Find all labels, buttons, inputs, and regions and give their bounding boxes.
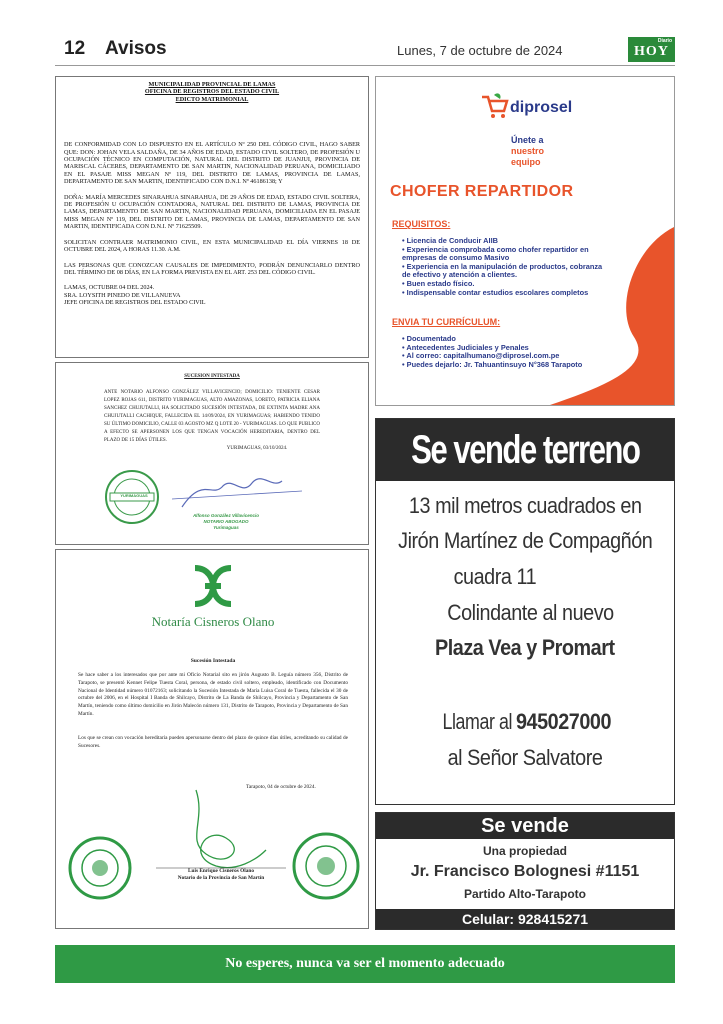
requirements-list bbox=[402, 237, 612, 297]
requirements-heading: REQUISITOS: bbox=[392, 219, 451, 229]
notaria-heading: Sucesión Intestada bbox=[190, 658, 236, 664]
requirement-item: • Licencia de Conducir AIIB bbox=[402, 237, 612, 246]
cv-item: • Documentado bbox=[402, 335, 622, 344]
notice-signature-line: SRA. LOYSITH PINEDO DE VILLANUEVA bbox=[64, 291, 181, 299]
notaria-signature-block bbox=[156, 868, 286, 882]
property-for-sale-ad bbox=[375, 812, 675, 930]
phone-number[interactable]: 945027000 bbox=[516, 709, 612, 734]
notary-name: Alfonso González Villavicencio bbox=[192, 513, 260, 518]
land-ad-phone-line bbox=[376, 709, 674, 735]
join-us-line-2: nuestro bbox=[511, 146, 545, 156]
handwritten-signature bbox=[196, 790, 266, 868]
notaria-name: Notaría Cisneros Olano bbox=[151, 614, 275, 629]
notary-name: Luis Enrique Cisneros Olano bbox=[188, 868, 254, 874]
notary-city: Yurimaguas bbox=[213, 525, 239, 530]
property-ad-title: Se vende bbox=[376, 813, 674, 839]
logo-small-text: Diario bbox=[657, 38, 672, 44]
notaria-seals-signature bbox=[56, 780, 370, 910]
notice-signature-line: JEFE OFICINA DE REGISTROS DEL ESTADO CIVIL bbox=[64, 299, 206, 307]
section-title: Avisos bbox=[105, 38, 167, 59]
join-us-line-3: equipo bbox=[511, 157, 541, 167]
notice-heading-3: EDICTO MATRIMONIAL bbox=[175, 95, 249, 103]
property-ad-line: Partido Alto-Tarapoto bbox=[464, 887, 586, 901]
newspaper-logo[interactable] bbox=[628, 37, 675, 62]
land-ad-banner bbox=[376, 419, 674, 481]
page-number: 12 bbox=[64, 38, 86, 59]
cart-logo-icon bbox=[480, 91, 510, 121]
diprosel-brand: diprosel bbox=[510, 99, 573, 116]
notary-title: Notario de la Provincia de San Martín bbox=[177, 875, 265, 881]
land-ad-line bbox=[376, 564, 674, 590]
property-ad-line: Una propiedad bbox=[482, 844, 567, 858]
land-ad-line-text: Colindante al nuevo bbox=[446, 600, 614, 625]
succession-notice-tarapoto bbox=[55, 549, 369, 929]
land-ad-title: Se vende terreno bbox=[410, 428, 640, 472]
diprosel-job-ad bbox=[375, 76, 675, 406]
land-ad-line-text: cuadra 11 bbox=[453, 564, 537, 589]
send-cv-heading: ENVIA TU CURRÍCULUM: bbox=[392, 317, 501, 327]
notaria-paragraph: Los que se crean con vocación hereditaria pueden apersonarse dentro del plazo de quince días útiles, acreditando su calidad de Sucesores. bbox=[78, 735, 348, 749]
issue-date: Lunes, 7 de octubre de 2024 bbox=[397, 43, 563, 58]
succession-body: ANTE NOTARIO ALFONSO GONZÁLEZ VILLAVICENCIO; DOMICILIO: TENIENTE CESAR LOPEZ ROJAS 611, DISTRITO YURIMAGUAS, ALTO AMAZONAS, LORETO, PATRICIA ELIANA SANCHEZ CHUJUTALLI, HA SOLICITADO SUCESIÓN INTESTADA, DE EXTINTA MADRE ANA CHUJUTALLI CACHIQUE, FALLECIDA EL 14/09/2024, EN YURIMAGUAS; HABIENDO TENIDO SU ÚLTIMO DOMICILIO, CALLE 03 AGOSTO MZ Q LOTE 20 - YURIMAGUAS. LO QUE PUBLICO A EFECTO SE APERSONEN LOS QUE TENGAN VOCACIÓN HEREDITARIA, DENTRO DEL PLAZO DE 15 DÍAS ÚTILES. bbox=[104, 390, 320, 443]
property-ad-phone[interactable]: Celular: 928415271 bbox=[376, 909, 674, 929]
succession-notice-yurimaguas bbox=[55, 362, 369, 545]
requirement-item: • Experiencia en la manipulación de productos, cobranza de efectivo y atención a clientes. bbox=[402, 263, 612, 280]
land-ad-line bbox=[376, 635, 674, 661]
land-ad-line-text: 13 mil metros cuadrados en bbox=[408, 493, 642, 518]
notaria-logo-icon bbox=[191, 562, 235, 610]
job-title: CHOFER REPARTIDOR bbox=[390, 183, 574, 200]
notice-heading-2: OFICINA DE REGISTROS DEL ESTADO CIVIL bbox=[144, 88, 280, 96]
join-us-line-1: Únete a bbox=[511, 135, 544, 145]
land-ad-line bbox=[376, 528, 674, 554]
send-cv-list bbox=[402, 335, 622, 369]
marriage-edict-notice bbox=[55, 76, 369, 358]
land-ad-line bbox=[376, 600, 674, 626]
requirement-item: • Indispensable contar estudios escolares completos bbox=[402, 289, 612, 298]
notice-paragraph: DOÑA: MARÍA MERCEDES SINARAHUA SINARAHUA, DE 29 AÑOS DE EDAD, ESTADO CIVIL SOLTERA, DE PROFESIÓN U OCUPACIÓN CONTADORA, NATURAL DEL DISTRITO DE LAMAS, PROVINCIA DE LAMAS, DEPARTAMENTO DE SAN MARTIN, NACIONALIDAD PERUANA, DOMICILIADA EN EL PASAJE MISS MEGAN Nº 119, DEL DISTRITO DE LAMAS, PROVINCIA DE LAMAS, DEPARTAMENTO DE SAN MARTIN, IDENTIFICADA CON D.N.I. Nº 71625509. bbox=[64, 193, 360, 231]
land-ad-line-text: Plaza Vea y Promart bbox=[435, 635, 615, 660]
notaria-paragraph: Se hace saber a los interesados que por ante mi Oficio Notarial sito en jirón Augusto B. Leguía número 356, Distrito de Tarapoto, se presentó Kennet Felipe Tuesta Coral, persona, de estado civil soltero, empleado, identificado con Documento Nacional de Identidad número 01072163; solicitando la Sucesión Intestada de María Luisa Coral de Tuesta, fallecida el 30 de octubre del 2006, en el Hospital I Banda de Shilcayo, Distrito de La Banda de Shilcayo, Provincia y Departamento de San Martín, teniendo como último domicilio en Jirón Malecón número 131, Distrito de Tarapoto, Provincia y Departamento de San Martín. bbox=[78, 672, 348, 717]
notice-paragraph: DE CONFORMIDAD CON LO DISPUESTO EN EL ARTÍCULO Nº 250 DEL CÓDIGO CIVIL, HAGO SABER QUE: DON: JOHAN VELA SALDAÑA, DE 34 AÑOS DE EDAD, ESTADO CIVIL SOLTERO, DE PROFESIÓN U OCUPACIÓN TÉCNICO EN COMPUTACIÓN, NATURAL DEL DISTRITO DE JUANJUI, PROVINCIA DE MARISCAL CÁCERES, DEPARTAMENTO DE SAN MARTIN, NACIONALIDAD PERUANA, DOMICILIADO EN EL PASAJE MISS MEGAN Nº 119, DEL DISTRITO DE LAMAS, PROVINCIA DE LAMAS, DEPARTAMENTO DE SAN MARTIN, IDENTIFICADO CON D.N.I. Nº 46186138; Y bbox=[64, 141, 360, 186]
call-label: Llamar al bbox=[442, 709, 513, 734]
property-ad-address: Jr. Francisco Bolognesi #1151 bbox=[410, 863, 640, 880]
land-ad-line-text: al Señor Salvatore bbox=[447, 745, 603, 770]
cv-item: • Antecedentes Judiciales y Penales bbox=[402, 344, 622, 353]
land-ad-line bbox=[376, 493, 674, 519]
seal-label: YURIMAGUAS bbox=[120, 493, 148, 498]
notice-paragraph: LAS PERSONAS QUE CONOZCAN CAUSALES DE IMPEDIMENTO, PODRÁN DENUNCIARLO DENTRO DEL TÉRMINO DE 08 DÍAS, EN LA FORMA PREVISTA EN EL ART. 253 DEL CÓDIGO CIVIL. bbox=[64, 261, 360, 276]
notice-heading-1: MUNICIPALIDAD PROVINCIAL DE LAMAS bbox=[148, 81, 276, 88]
requirement-item: • Buen estado físico. bbox=[402, 280, 612, 289]
cv-item-address: • Puedes dejarlo: Jr. Tahuantinsuyo N°368 Tarapoto bbox=[402, 361, 622, 370]
header-divider bbox=[55, 65, 675, 66]
notice-signature-line: LAMAS, OCTUBRE 04 DEL 2024. bbox=[64, 284, 155, 292]
requirement-item: • Experiencia comprobada como chofer repartidor en empresas de consumo Masivo bbox=[402, 246, 612, 263]
land-ad-line-text: Jirón Martínez de Compagñón bbox=[397, 528, 653, 553]
notary-title: NOTARIO ABOGADO bbox=[203, 519, 249, 524]
land-ad-line bbox=[376, 745, 674, 771]
logo-big-text: HOY bbox=[634, 44, 669, 59]
notary-signature-block bbox=[176, 513, 276, 531]
footer-slogan: No esperes, nunca va ser el momento adecuado bbox=[55, 945, 675, 983]
notaria-date: Tarapoto, 04 de octubre de 2024. bbox=[246, 784, 316, 790]
cv-item-email[interactable]: • Al correo: capitalhumano@diprosel.com.pe bbox=[402, 352, 622, 361]
notice-paragraph: SOLICITAN CONTRAER MATRIMONIO CIVIL, EN ESTA MUNICIPALIDAD EL DÍA VIERNES 18 DE OCTUBRE DEL 2024, A HORAS 11.30. A.M. bbox=[64, 238, 360, 254]
land-for-sale-ad bbox=[375, 418, 675, 805]
succession-date: YURIMAGUAS, 03/10/2024. bbox=[226, 446, 288, 451]
succession-heading: SUCESION INTESTADA bbox=[184, 374, 240, 379]
